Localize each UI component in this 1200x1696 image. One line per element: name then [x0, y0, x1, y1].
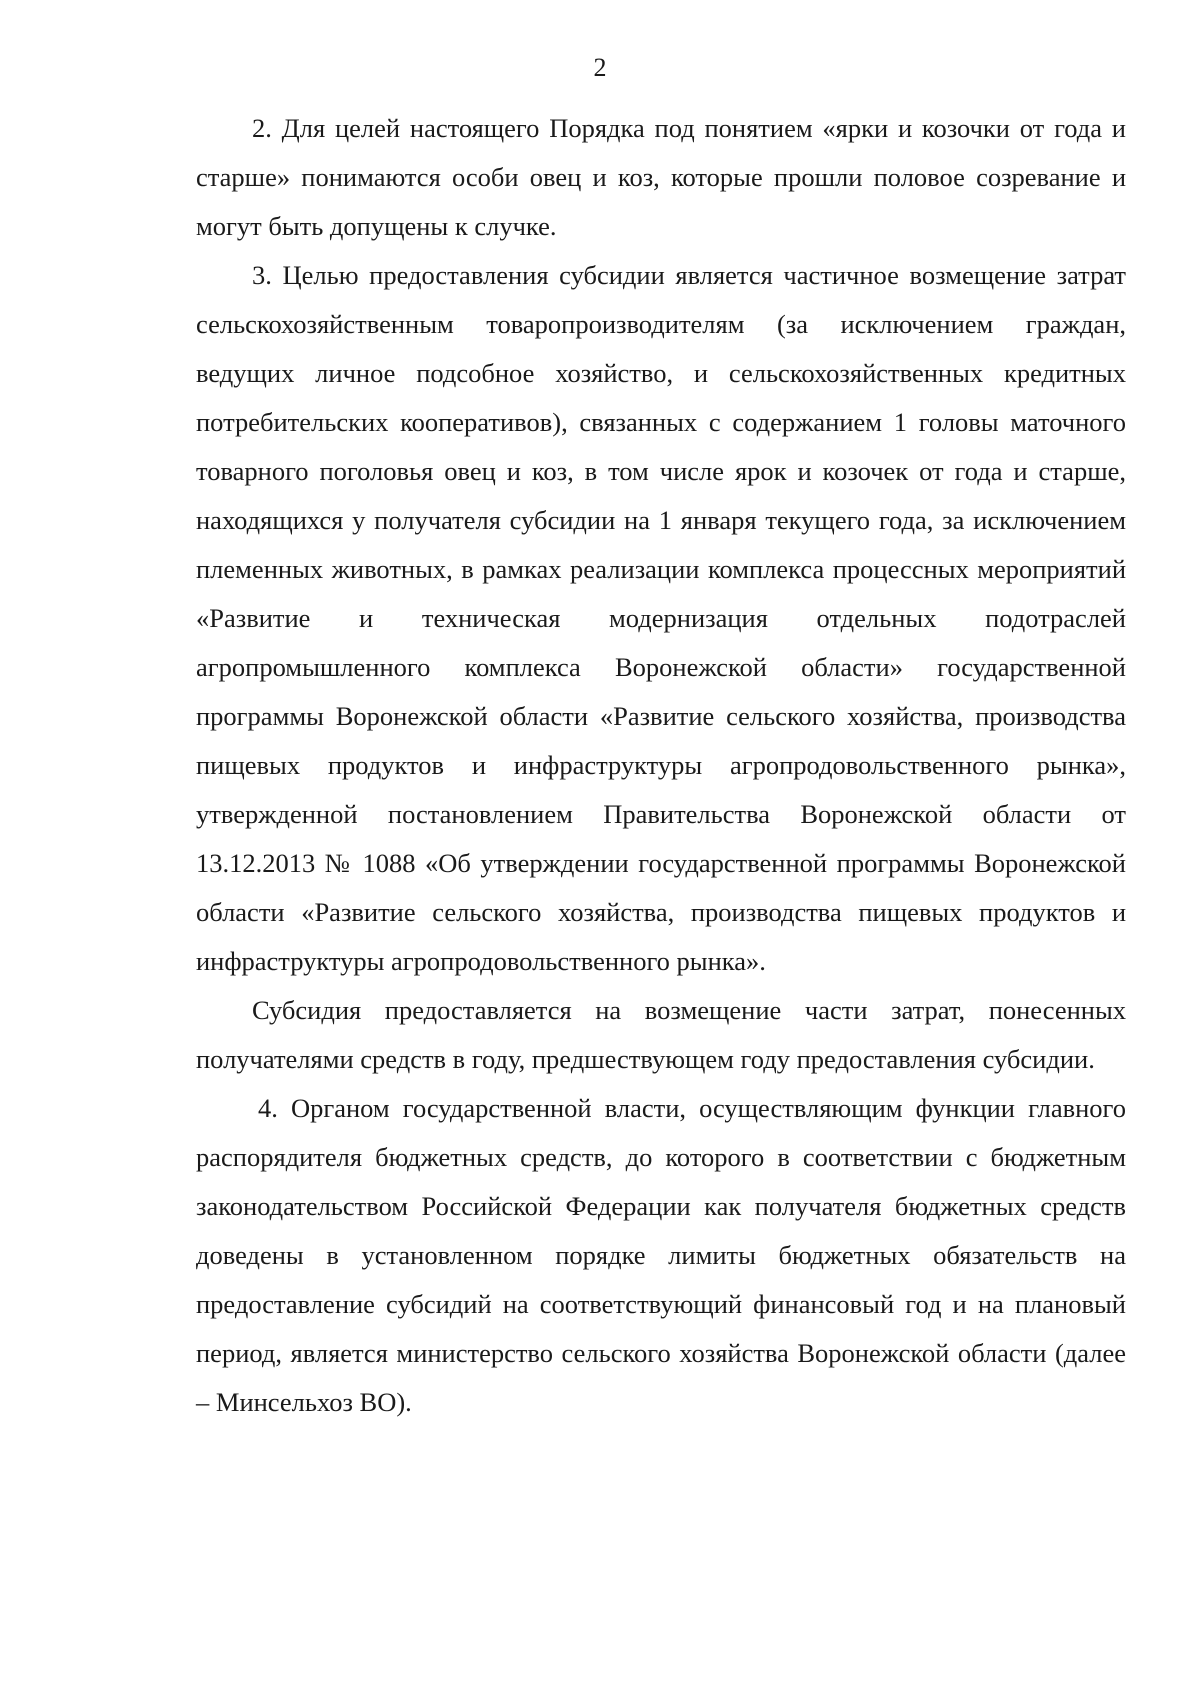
document-body [196, 104, 1126, 1427]
page-number: 2 [593, 53, 607, 82]
paragraph-3: 3. Целью предоставления субсидии является частичное возмещение затрат сельскохозяйственным товаропроизводителям (за исключением граждан, ведущих личное подсобное хозяйство, и сельскохозяйственных кредитных потребительских кооперативов), связанных с содержанием 1 головы маточного товарного поголовья овец и коз, в том числе ярок и козочек от года и старше, находящихся у получателя субсидии на 1 января текущего года, за исключением племенных животных, в рамках реализации комплекса процессных мероприятий «Развитие и техническая модернизация отдельных подотраслей агропромышленного комплекса Воронежской области» государственной программы Воронежской области «Развитие сельского хозяйства, производства пищевых продуктов и инфраструктуры агропродовольственного рынка», утвержденной постановлением Правительства Воронежской области от 13.12.2013 № 1088 «Об утверждении государственной программы Воронежской области «Развитие сельского хозяйства, производства пищевых продуктов и инфраструктуры агропродовольственного рынка». [196, 260, 1126, 976]
paragraph-2: 2. Для целей настоящего Порядка под понятием «ярки и козочки от года и старше» понимаются особи овец и коз, которые прошли половое созревание и могут быть допущены к случке. [196, 113, 1126, 241]
paragraph-4: 4. Органом государственной власти, осуществляющим функции главного распорядителя бюджетных средств, до которого в соответствии с бюджетным законодательством Российской Федерации как получателя бюджетных средств доведены в установленном порядке лимиты бюджетных обязательств на предоставление субсидий на соответствующий финансовый год и на плановый период, является министерство сельского хозяйства Воронежской области (далее – Минсельхоз ВО). [196, 1093, 1126, 1417]
paragraph-subsidy: Субсидия предоставляется на возмещение части затрат, понесенных получателями средств в году, предшествующем году предоставления субсидии. [196, 995, 1126, 1074]
